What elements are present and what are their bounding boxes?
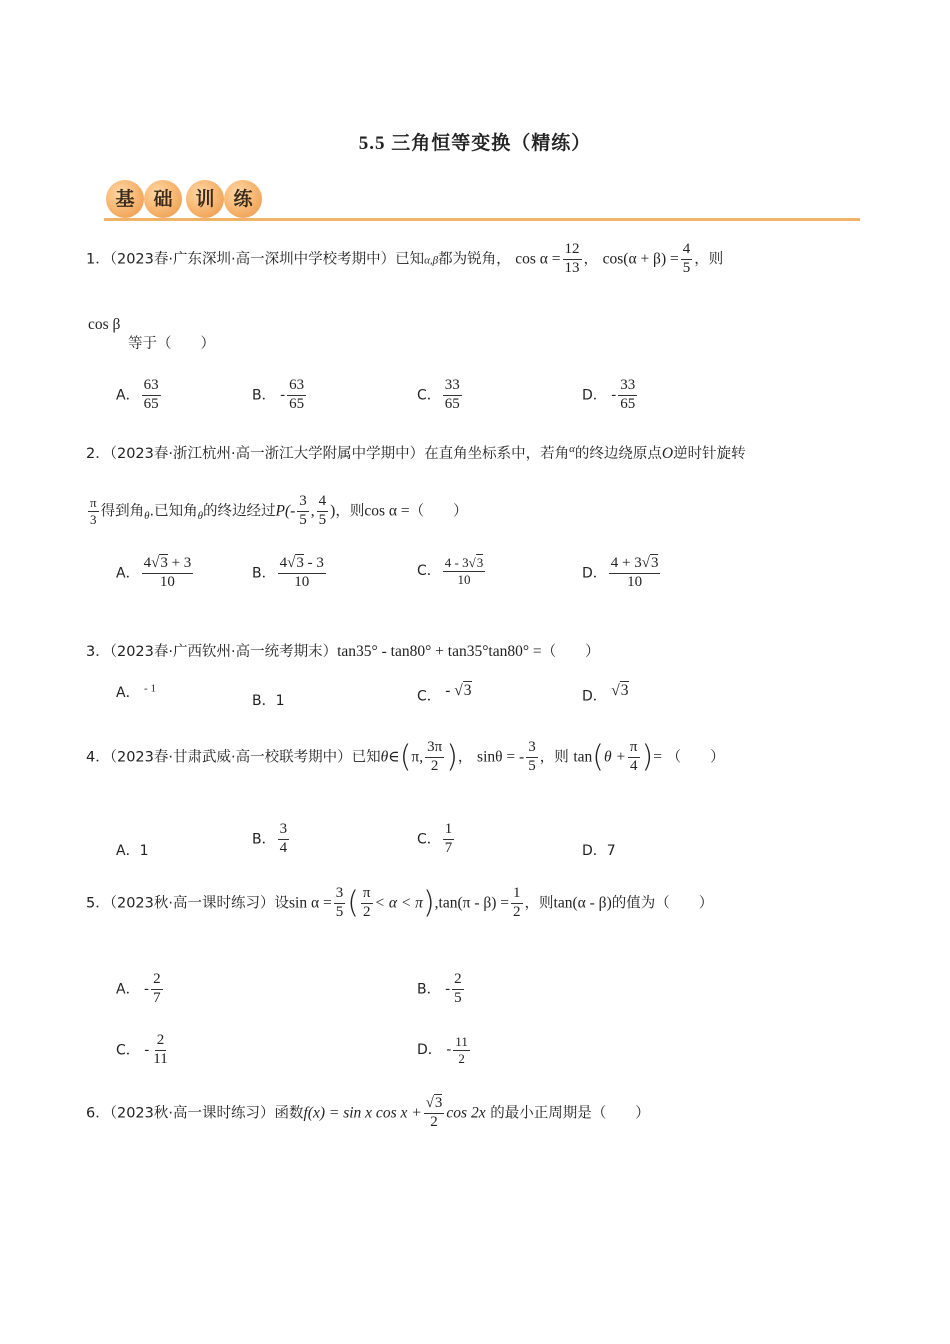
- option-d[interactable]: D． $^{√3}$: [582, 682, 629, 705]
- option-b[interactable]: B． - $\frac{2}{5}$: [417, 971, 462, 1006]
- option-b[interactable]: B． $\frac{4√3 - 3}{10}$: [252, 555, 324, 590]
- option-d[interactable]: D．7: [582, 843, 616, 859]
- option-a[interactable]: A． - $\frac{2}{7}$: [116, 971, 161, 1006]
- question-2: 2．（2023春·浙江杭州·高一浙江大学附属中学期中）在直角坐标系中，若角$^\alpha$的终边绕原点O逆时针旋转: [86, 443, 746, 462]
- option-b[interactable]: B． - $\frac{63}{65}$: [252, 377, 305, 412]
- option-c[interactable]: C． - $\frac{2}{11}$: [116, 1032, 168, 1067]
- page-title: 5.5 三角恒等变换（精练）: [358, 133, 592, 154]
- option-a[interactable]: A． $^{- 1}$: [116, 682, 156, 701]
- option-c[interactable]: C． $\frac{33}{65}$: [417, 377, 460, 412]
- option-d[interactable]: D． $\frac{4 + 3√3}{10}$: [582, 555, 659, 590]
- question-1-tail: 等于（ ）: [128, 336, 215, 352]
- option-c[interactable]: C． $\frac{1}{7}$: [417, 821, 453, 856]
- option-a[interactable]: A． $\frac{63}{65}$: [116, 377, 159, 412]
- question-1-cosb: cos β: [88, 316, 121, 333]
- option-d[interactable]: D． - $\frac{33}{65}$: [582, 377, 636, 412]
- question-3: 3．（2023春·广西钦州·高一统考期末）tan35° - tan80° + tan35°tan80° =（ ）: [86, 643, 600, 660]
- option-b[interactable]: B． $\frac{3}{4}$: [252, 821, 288, 856]
- question-4: 4．（2023春·甘肃武威·高一校联考期中）已知θ∈(π, $\frac{3\pi}{2}$ )， sinθ = - $\frac{3}{5}$ ，则 tan(θ + $\frac{\pi}{4}$ )= （ ）: [86, 739, 725, 775]
- question-2-line2: $\frac{\pi}{3}$ 得到角$_\theta$.已知角$_\theta$的终边经过P(- $\frac{3}{5}$ , $\frac{4}{5}$ )，则cos α =（ ）: [90, 493, 468, 528]
- banner-char: 础: [144, 180, 182, 218]
- option-c[interactable]: C． $^{- √3}$: [417, 682, 472, 705]
- section-rule: [104, 218, 860, 221]
- option-a[interactable]: A． $\frac{4√3 + 3}{10}$: [116, 555, 192, 590]
- banner-char: 训: [186, 180, 224, 218]
- question-6: 6．（2023秋·高一课时练习）函数f(x) = sin x cos x + $\frac{√3}{2}$ cos 2x 的最小正周期是（ ）: [86, 1095, 650, 1130]
- option-c[interactable]: C． $\frac{4 - 3√3}{10}$: [417, 555, 484, 587]
- option-a[interactable]: A．1: [116, 843, 149, 859]
- fraction: $\frac{4}{5}$: [682, 241, 691, 276]
- banner-char: 练: [224, 180, 262, 218]
- option-d[interactable]: D． - $\frac{11}{2}$: [417, 1034, 468, 1066]
- option-b[interactable]: B．1: [252, 693, 285, 709]
- question-5: 5．（2023秋·高一课时练习）设sin α = $\frac{3}{5}$ ( $\frac{\pi}{2}$ < α < π),tan(π - β) = $\frac{1}{2}$ ，则tan(α - β)的值为（ ）: [86, 885, 714, 921]
- fraction: $\frac{12}{13}$: [564, 241, 580, 276]
- banner-char: 基: [106, 180, 144, 218]
- question-1: 1．（2023春·广东深圳·高一深圳中学校考期中）已知α,β都为锐角， cos α = $\frac{12}{13}$ ， cos(α + β) = $\frac{4}{5}$ ，则: [86, 241, 724, 276]
